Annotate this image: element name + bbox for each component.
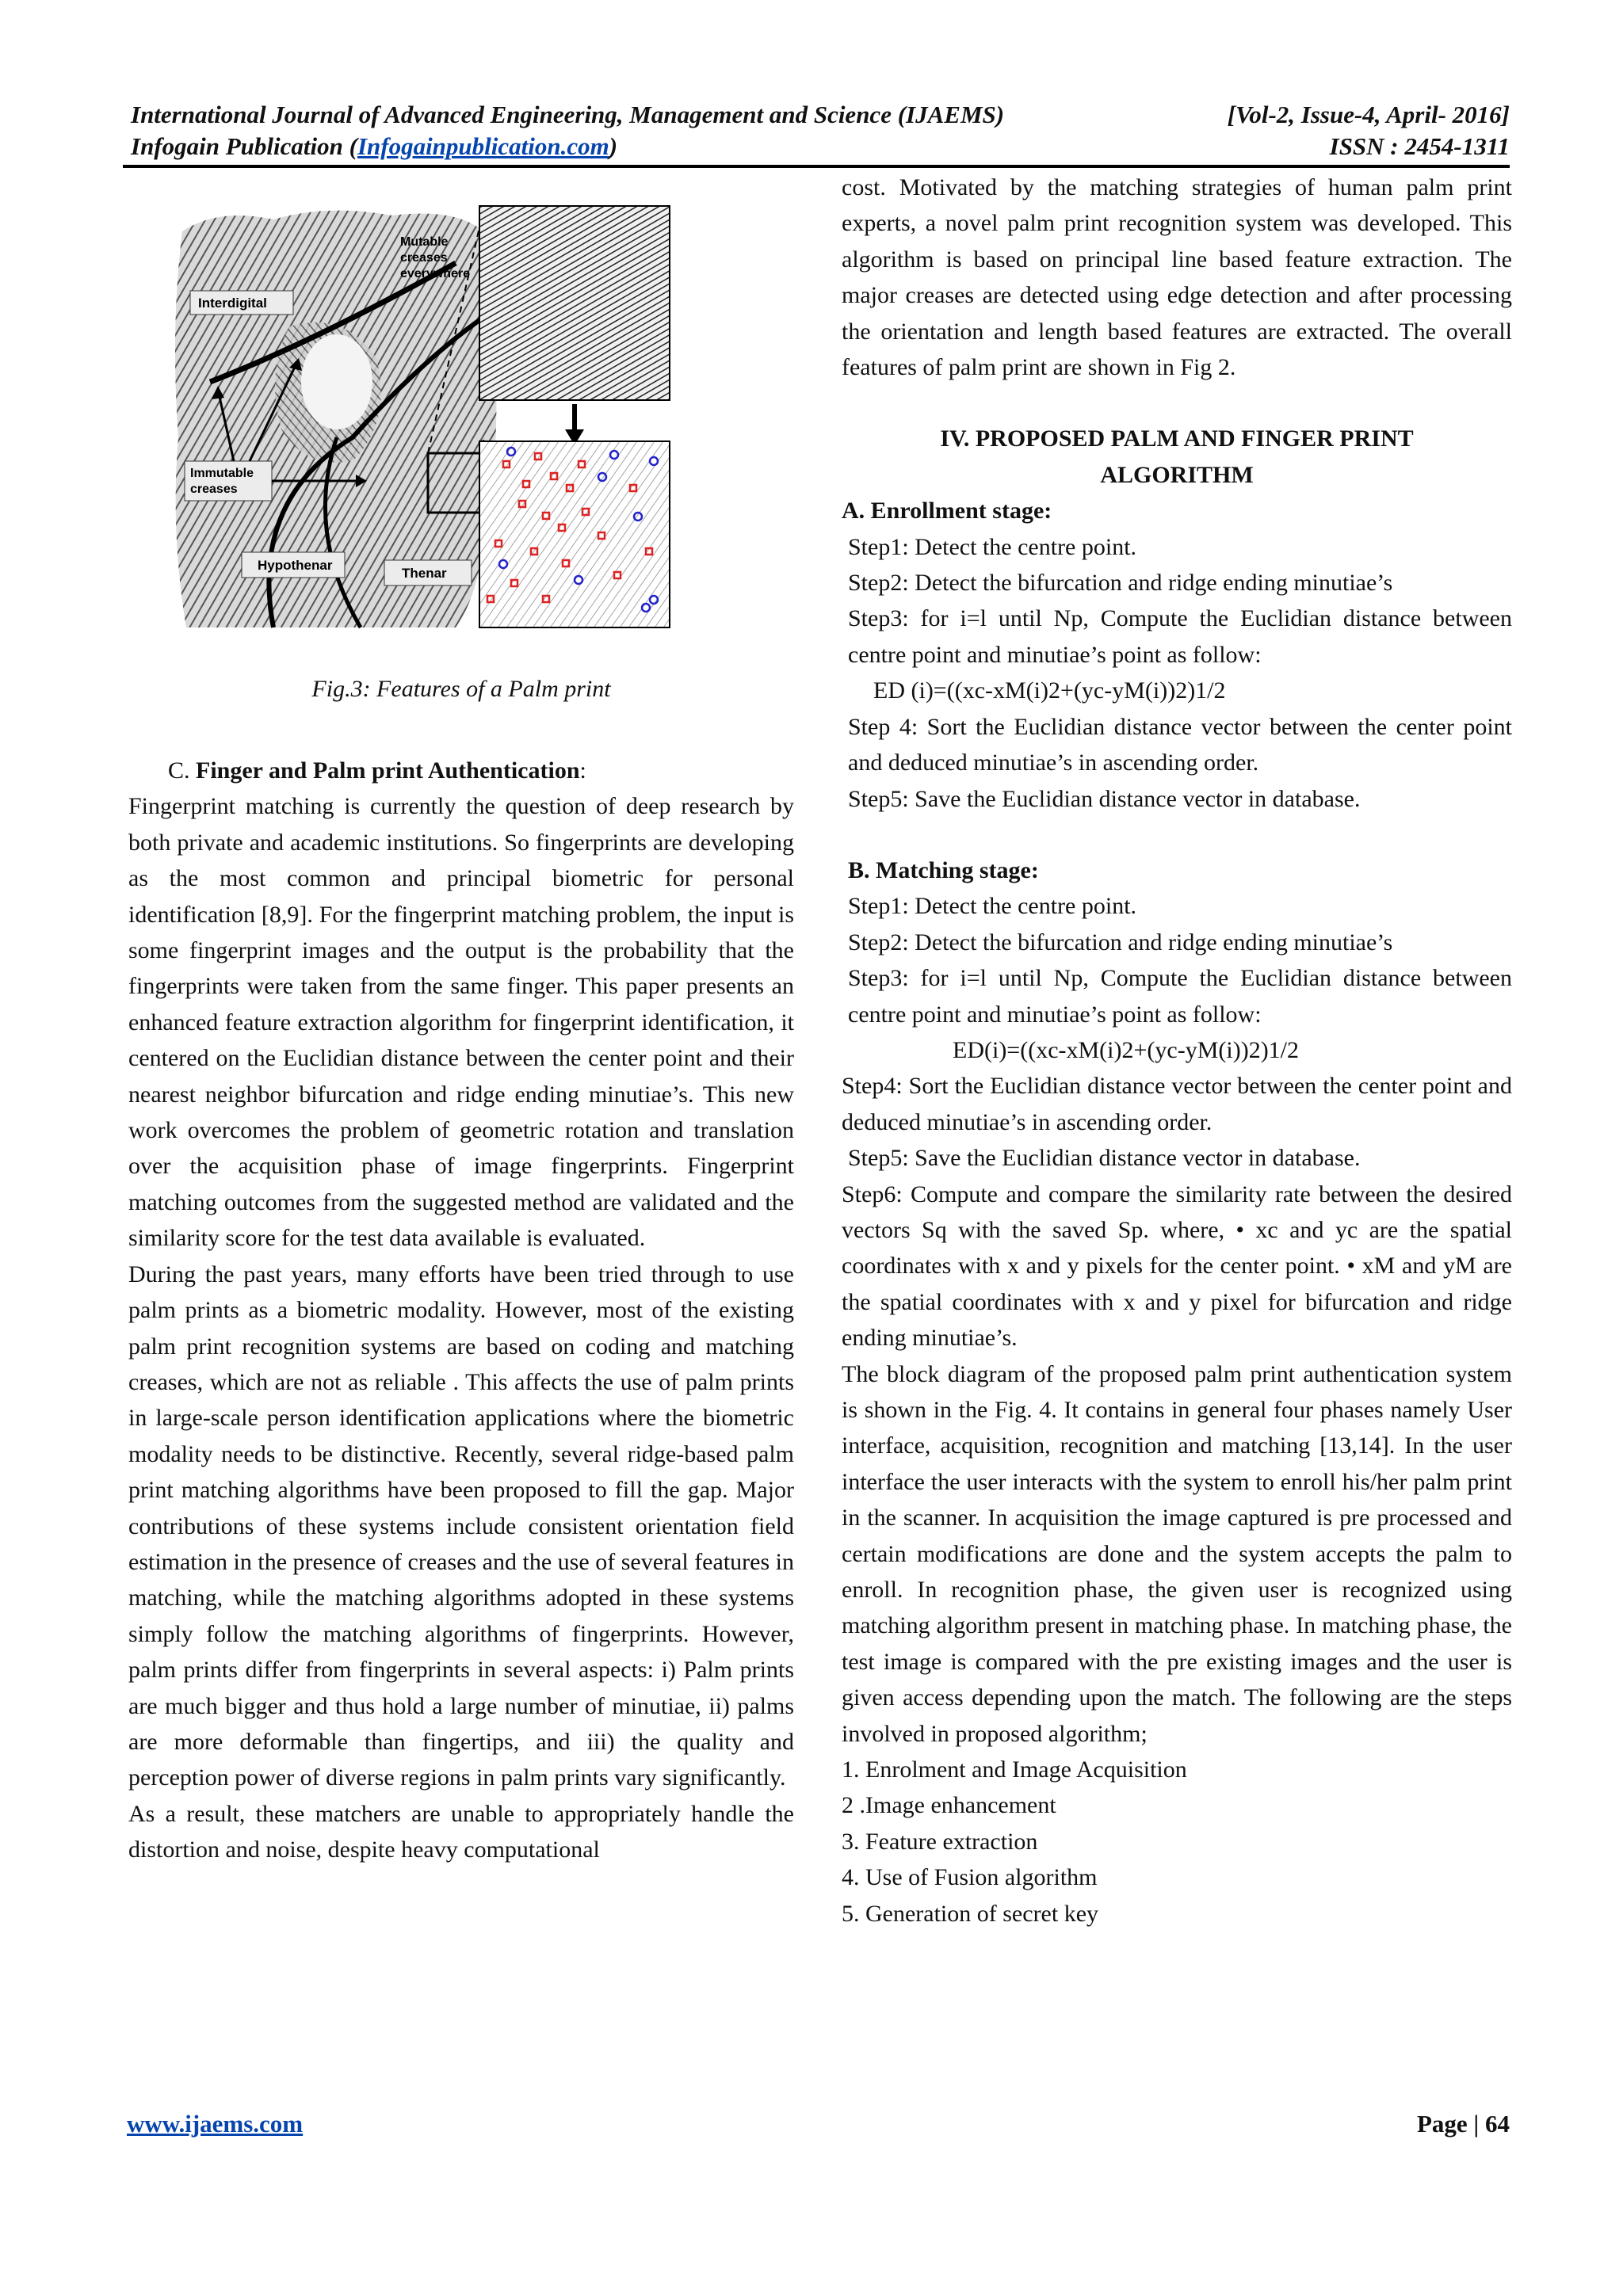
step-list-item: 4. Use of Fusion algorithm bbox=[842, 1864, 1098, 1891]
enroll-step-2: Step2: Detect the bifurcation and ridge ending minutiae’s bbox=[848, 570, 1393, 597]
page-number: Page | 64 bbox=[1416, 2110, 1510, 2138]
section-heading-iv-2: ALGORITHM bbox=[1100, 461, 1254, 488]
enroll-equation: ED (i)=((xc-xM(i)2+(yc-yM(i))2)1/2 bbox=[873, 677, 1226, 704]
label-mutable-2: creases bbox=[400, 251, 448, 265]
issn: ISSN : 2454-1311 bbox=[1329, 132, 1510, 160]
enroll-step-3: Step3: for i=l until Np, Compute the Euclidian distance between centre point and minutiae’s point as follow: bbox=[848, 605, 1512, 668]
label-thenar: Thenar bbox=[402, 566, 447, 581]
section-heading-iv-1: IV. PROPOSED PALM AND FINGER PRINT bbox=[940, 425, 1414, 452]
footer-website bbox=[127, 2110, 303, 2138]
step-list-item: 2 .Image enhancement bbox=[842, 1792, 1056, 1819]
match-equation: ED(i)=((xc-xM(i)2+(yc-yM(i))2)1/2 bbox=[953, 1036, 1300, 1063]
journal-title: International Journal of Advanced Engineering, Management and Science (IJAEMS) bbox=[131, 101, 1005, 128]
left-paragraph-1: Fingerprint matching is currently the question of deep research by both private and academic institutions. So fingerprints are developing as the most common and principal biometric for personal identification [8,9]. For the fingerprint matching problem, the input is some fingerprint images and the output is the probability that the fingerprints were taken from the same finger. This paper presents an enhanced feature extraction algorithm for fingerprint identification, it centered on the Euclidian distance between the center point and their nearest neighbor bifurcation and ridge ending minutiae’s. This new work overcomes the problem of geometric rotation and translation over the acquisition phase of image fingerprints. Fingerprint matching outcomes from the suggested method are validated and the similarity score for the test data available is evaluated. bbox=[128, 793, 794, 1252]
step-list-item: 3. Feature extraction bbox=[842, 1828, 1038, 1855]
label-mutable-3: everywhere bbox=[400, 267, 471, 280]
matching-heading: B. Matching stage: bbox=[848, 856, 1039, 883]
match-step-6: Step6: Compute and compare the similarity rate between the desired vectors Sq with the saved Sp. where, • xc and yc are the spatial coordinates with x and y pixels for the center point. • xM and yM are the spatial coordinates with x and y pixel for bifurcation and ridge ending minutiae’s. bbox=[842, 1180, 1512, 1352]
publisher: Infogain Publication (Infogainpublication.com) bbox=[131, 132, 618, 160]
step-list-item: 5. Generation of secret key bbox=[842, 1900, 1099, 1927]
figure-caption: Fig.3: Features of a Palm print bbox=[311, 676, 611, 702]
label-immutable-2: creases bbox=[190, 482, 238, 496]
volume-info: [Vol-2, Issue-4, April- 2016] bbox=[1227, 101, 1510, 128]
enroll-step-1: Step1: Detect the centre point. bbox=[848, 533, 1137, 560]
label-interdigital: Interdigital bbox=[198, 296, 267, 311]
right-paragraph-2: The block diagram of the proposed palm print authentication system is shown in the Fig. 4. It contains in general four phases namely User interface, acquisition, recognition and matching [13,14]. In the user interface the user interacts with the system to enroll his/her palm print in the scanner. In acquisition the image captured is pre processed and certain modifications are done and the system accepts the palm to enroll. In recognition phase, the given user is recognized using matching algorithm present in matching phase. In matching phase, the test image is compared with the pre existing images and the user is given access depending upon the match. The following are the steps involved in proposed algorithm; bbox=[842, 1360, 1512, 1747]
match-step-4: Step4: Sort the Euclidian distance vector between the center point and deduced minutiae’s in ascending order. bbox=[842, 1073, 1512, 1135]
publisher-link[interactable]: Infogainpublication.com bbox=[357, 132, 609, 160]
left-paragraph-2: During the past years, many efforts have been tried through to use palm prints as a biometric modality. However, most of the existing palm print recognition systems are based on coding and matching creases, which are not as reliable . This affects the use of palm prints in large-scale person identification applications where the biometric modality needs to be distinctive. Recently, several ridge-based palm print matching algorithms have been proposed to fill the gap. Major contributions of these systems include consistent orientation field estimation in the presence of creases and the use of several features in matching, while the matching algorithms adopted in these systems simply follow the matching algorithms of fingerprints. However, palm prints differ from fingerprints in several aspects: i) Palm prints are much bigger and thus hold a large number of minutiae, ii) palms are more deformable than fingertips, and iii) the quality and perception power of diverse regions in palm prints vary significantly. bbox=[128, 1261, 794, 1791]
left-paragraph-3: As a result, these matchers are unable to appropriately handle the distortion and noise, despite heavy computational bbox=[128, 1800, 794, 1863]
match-step-5: Step5: Save the Euclidian distance vector in database. bbox=[848, 1145, 1361, 1172]
match-step-3: Step3: for i=l until Np, Compute the Euclidian distance between centre point and minutiae’s point as follow: bbox=[848, 965, 1512, 1028]
enrollment-heading: A. Enrollment stage: bbox=[842, 498, 1052, 524]
palm-print-figure bbox=[170, 200, 804, 635]
step-list-item: 1. Enrolment and Image Acquisition bbox=[842, 1756, 1187, 1783]
right-column bbox=[842, 170, 1512, 1932]
header-rule bbox=[123, 165, 1510, 168]
section-heading-c: C. Finger and Palm print Authentication: bbox=[168, 757, 586, 784]
label-mutable-1: Mutable bbox=[400, 235, 449, 249]
label-immutable-1: Immutable bbox=[190, 467, 254, 480]
enroll-step-5: Step5: Save the Euclidian distance vector in database. bbox=[848, 785, 1361, 812]
enroll-step-4: Step 4: Sort the Euclidian distance vector between the center point and deduced minutiae’s in ascending order. bbox=[848, 713, 1512, 776]
match-step-1: Step1: Detect the centre point. bbox=[848, 893, 1137, 920]
right-paragraph-1: cost. Motivated by the matching strategies of human palm print experts, a novel palm print recognition system was developed. This algorithm is based on principal line based feature extraction. The major creases are detected using edge detection and after processing the orientation and length based features are extracted. The overall features of palm print are shown in Fig 2. bbox=[842, 174, 1512, 381]
label-hypothenar: Hypothenar bbox=[258, 558, 333, 573]
match-step-2: Step2: Detect the bifurcation and ridge ending minutiae’s bbox=[848, 929, 1393, 955]
website-link[interactable]: www.ijaems.com bbox=[127, 2110, 304, 2138]
left-column bbox=[128, 753, 794, 1868]
